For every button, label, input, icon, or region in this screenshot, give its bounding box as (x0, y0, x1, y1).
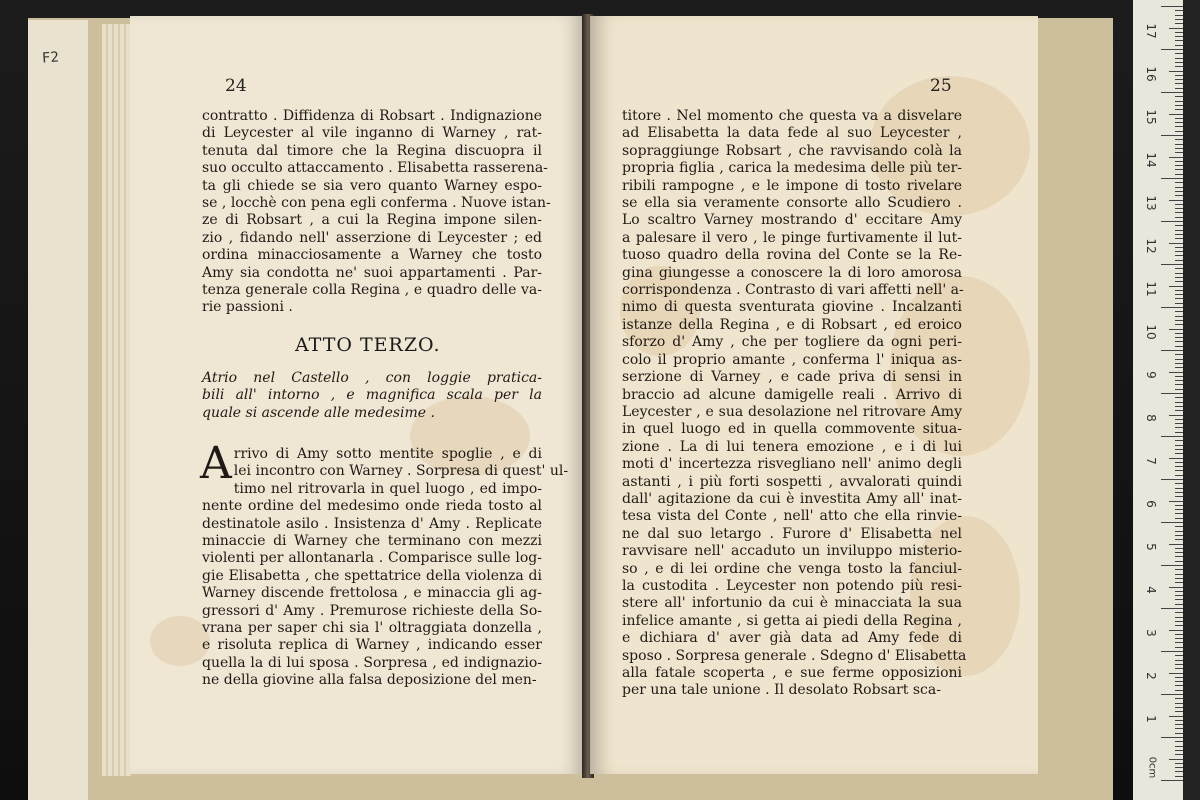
ruler-tick (1175, 36, 1183, 37)
ruler-tick (1175, 83, 1183, 84)
ruler-tick (1175, 346, 1183, 347)
text-line: ribili rampogne , e le impone di tosto rivelare (622, 177, 962, 194)
ruler-tick (1175, 208, 1183, 209)
ruler-tick (1169, 716, 1183, 717)
ruler-tick (1169, 157, 1183, 158)
ruler-tick (1175, 427, 1183, 428)
page-number-left: 24 (225, 76, 247, 96)
ruler-tick (1175, 40, 1183, 41)
text-line: rie passioni . (202, 299, 293, 316)
ruler-tick (1169, 673, 1183, 674)
ruler-tick (1175, 492, 1183, 493)
text-line: ze di Robsart , a cui la Regina impone silen- (202, 212, 542, 229)
ruler-tick (1161, 436, 1183, 437)
ruler-tick (1175, 690, 1183, 691)
text-line: violenti per allontanarla . Comparisce sulle log- (202, 550, 542, 567)
text-line: a palesare il vero , le pinge furtivamente il lut- (622, 229, 962, 246)
ruler-number: 14 (1144, 152, 1158, 168)
measuring-ruler (1133, 0, 1183, 800)
text-line: vrana per saper chi sia l' oltraggiata donzella , (202, 620, 542, 637)
ruler-tick (1175, 711, 1183, 712)
ruler-tick (1161, 92, 1183, 93)
ruler-tick (1175, 660, 1183, 661)
ruler-tick (1161, 737, 1183, 738)
ruler-tick (1175, 595, 1183, 596)
ruler-tick (1161, 780, 1183, 781)
ruler-tick (1161, 307, 1183, 308)
ruler-tick (1161, 350, 1183, 351)
text-line: ad Elisabetta la data fede al suo Leycester , (622, 125, 962, 142)
ruler-tick (1175, 617, 1183, 618)
text-line: gina giungesse a conoscere la di loro amorosa (622, 264, 962, 281)
text-line: gie Elisabetta , che spettatrice della violenza di (202, 567, 542, 584)
ruler-tick (1175, 105, 1183, 106)
ruler-tick (1175, 432, 1183, 433)
page-number-right: 25 (930, 76, 952, 96)
ruler-tick (1175, 96, 1183, 97)
ruler-tick (1169, 200, 1183, 201)
ruler-tick (1175, 230, 1183, 231)
ruler-tick (1175, 380, 1183, 381)
ruler-tick (1175, 535, 1183, 536)
text-line: zio , fidando nell' asserzione di Leycester ; ed (202, 229, 542, 246)
ruler-tick (1175, 741, 1183, 742)
ruler-number: 10 (1144, 324, 1158, 340)
ruler-tick (1175, 397, 1183, 398)
ruler-tick (1175, 273, 1183, 274)
text-line: nimo di questa sventurata giovine . Incalzanti (622, 299, 962, 316)
ruler-tick (1175, 664, 1183, 665)
ruler-tick (1175, 268, 1183, 269)
ruler-tick (1169, 458, 1183, 459)
text-line: zione . La di lui tenera emozione , e i di lui (622, 438, 962, 455)
text-line: di Leycester al vile inganno di Warney , rat- (202, 125, 542, 142)
ruler-tick (1161, 608, 1183, 609)
shelf-label: F2 (41, 49, 60, 67)
ruler-tick (1175, 255, 1183, 256)
drop-cap: A (200, 438, 232, 489)
ruler-tick (1175, 724, 1183, 725)
ruler-tick (1175, 599, 1183, 600)
ruler-tick (1169, 501, 1183, 502)
ruler-tick (1175, 23, 1183, 24)
ruler-tick (1175, 359, 1183, 360)
ruler-tick (1175, 771, 1183, 772)
ruler-tick (1175, 647, 1183, 648)
text-line: Warney discende frettolosa , e minaccia gli ag- (202, 585, 542, 602)
ruler-tick (1169, 329, 1183, 330)
ruler-tick (1175, 668, 1183, 669)
ruler-tick (1175, 187, 1183, 188)
text-line: Leycester , e sua desolazione nel ritrovare Amy (622, 403, 962, 420)
ruler-tick (1175, 341, 1183, 342)
ruler-tick (1175, 260, 1183, 261)
ruler-tick (1175, 32, 1183, 33)
text-line: braccio ad alcune damigelle reali . Arrivo di (622, 386, 962, 403)
text-line: suo occulto attaccamento . Elisabetta rasserena- (202, 160, 548, 177)
ruler-tick (1175, 685, 1183, 686)
text-line: dall' agitazione da cui è investita Amy all' inat- (622, 490, 962, 507)
ruler-tick (1175, 681, 1183, 682)
ruler-tick (1175, 754, 1183, 755)
ruler-tick (1175, 217, 1183, 218)
ruler-number: 2 (1144, 672, 1158, 680)
ruler-tick (1175, 462, 1183, 463)
ruler-tick (1175, 139, 1183, 140)
ruler-tick (1161, 178, 1183, 179)
text-line: corrispondenza . Contrasto di vari affetti nell' a- (622, 282, 964, 299)
ruler-tick (1175, 195, 1183, 196)
ruler-tick (1175, 591, 1183, 592)
ruler-tick (1175, 204, 1183, 205)
ruler-tick (1175, 574, 1183, 575)
ruler-tick (1175, 518, 1183, 519)
ruler-tick (1175, 45, 1183, 46)
ruler-tick (1175, 10, 1183, 11)
ruler-tick (1161, 6, 1183, 7)
ruler-tick (1161, 49, 1183, 50)
ruler-tick (1175, 53, 1183, 54)
ruler-tick (1175, 281, 1183, 282)
text-line: tenuta dal timore che la Regina discuopra il (202, 142, 542, 159)
ruler-tick (1169, 372, 1183, 373)
text-line: gressori d' Amy . Premurose richieste della So- (202, 602, 542, 619)
ruler-tick (1175, 324, 1183, 325)
ruler-tick (1169, 286, 1183, 287)
text-line: moti d' incertezza risvegliano nell' animo degli (622, 456, 962, 473)
ruler-tick (1175, 513, 1183, 514)
ruler-tick (1175, 234, 1183, 235)
ruler-tick (1175, 58, 1183, 59)
ruler-tick (1175, 720, 1183, 721)
ruler-number: 15 (1144, 109, 1158, 125)
ruler-tick (1175, 621, 1183, 622)
ruler-tick (1175, 445, 1183, 446)
left-page (130, 16, 585, 774)
ruler-tick (1175, 539, 1183, 540)
text-line: propria figlia , carica la medesima delle più ter- (622, 160, 962, 177)
text-line: minaccie di Warney che terminano con mezzi (202, 533, 542, 550)
ruler-number: 6 (1144, 500, 1158, 508)
text-line: serzione di Varney , e cade priva di sensi in (622, 369, 962, 386)
ruler-tick (1175, 367, 1183, 368)
ruler-tick (1175, 582, 1183, 583)
ruler-tick (1175, 174, 1183, 175)
ruler-tick (1175, 212, 1183, 213)
ruler-tick (1175, 526, 1183, 527)
ruler-tick (1175, 698, 1183, 699)
ruler-tick (1175, 556, 1183, 557)
ruler-tick (1175, 384, 1183, 385)
ruler-tick (1175, 311, 1183, 312)
ruler-tick (1161, 565, 1183, 566)
ruler-tick (1175, 294, 1183, 295)
text-line: lei incontro con Warney . Sorpresa di quest' ul- (233, 463, 569, 480)
ruler-tick (1175, 569, 1183, 570)
text-line: nente ordine del medesimo onde rieda tosto al (202, 498, 542, 515)
ruler-tick (1175, 406, 1183, 407)
ruler-tick (1175, 316, 1183, 317)
ruler-tick (1175, 552, 1183, 553)
ruler-tick (1175, 746, 1183, 747)
ruler-tick (1175, 298, 1183, 299)
ruler-tick (1175, 449, 1183, 450)
ruler-tick (1175, 15, 1183, 16)
text-line: so , e di lei ordine che venga tosto la fanciul- (622, 560, 962, 577)
ruler-tick (1161, 393, 1183, 394)
ruler-tick (1175, 290, 1183, 291)
ruler-tick (1175, 303, 1183, 304)
ruler-tick (1175, 475, 1183, 476)
ruler-tick (1175, 410, 1183, 411)
act-heading: ATTO TERZO. (295, 334, 441, 356)
ruler-tick (1175, 363, 1183, 364)
ruler-tick (1175, 466, 1183, 467)
ruler-tick (1175, 247, 1183, 248)
ruler-tick (1175, 277, 1183, 278)
ruler-tick (1161, 694, 1183, 695)
text-line: ravvisare nell' accaduto un inviluppo misterio- (622, 543, 962, 560)
ruler-tick (1175, 152, 1183, 153)
ruler-tick (1175, 165, 1183, 166)
ruler-tick (1169, 243, 1183, 244)
ruler-tick (1175, 677, 1183, 678)
ruler-tick (1175, 88, 1183, 89)
text-line: per una tale unione . Il desolato Robsart sca- (622, 682, 941, 699)
ruler-tick (1175, 453, 1183, 454)
ruler-number: 16 (1144, 66, 1158, 82)
ruler-tick (1175, 423, 1183, 424)
ruler-number: 9 (1144, 371, 1158, 379)
ruler-tick (1175, 320, 1183, 321)
ruler-tick (1175, 182, 1183, 183)
ruler-tick (1175, 763, 1183, 764)
page-stack-edge (102, 24, 132, 776)
ruler-tick (1175, 66, 1183, 67)
ruler-tick (1169, 71, 1183, 72)
ruler-tick (1175, 419, 1183, 420)
ruler-tick (1175, 548, 1183, 549)
ruler-tick (1175, 604, 1183, 605)
ruler-tick (1161, 264, 1183, 265)
text-line: istanze della Regina , e di Robsart , ed eroico (622, 316, 962, 333)
text-line: sforzo d' Amy , che per togliere da ogni peri- (622, 334, 962, 351)
ruler-tick (1175, 733, 1183, 734)
ruler-tick (1161, 522, 1183, 523)
ruler-tick (1175, 79, 1183, 80)
ruler-tick (1175, 505, 1183, 506)
ruler-tick (1175, 488, 1183, 489)
ruler-tick (1175, 62, 1183, 63)
ruler-tick (1169, 759, 1183, 760)
ruler-tick (1169, 544, 1183, 545)
ruler-tick (1175, 767, 1183, 768)
ruler-tick (1175, 750, 1183, 751)
text-line: se ella sia veramente consorte allo Scudiero . (622, 195, 962, 212)
text-line: infelice amante , si getta ai piedi della Regina , (622, 612, 962, 629)
ruler-tick (1175, 148, 1183, 149)
ruler-tick (1175, 509, 1183, 510)
ruler-number: 17 (1144, 23, 1158, 39)
text-line: quella la di lui sposa . Sorpresa , ed indignazio- (202, 654, 542, 671)
text-line: tenza generale colla Regina , e quadro delle va- (202, 282, 542, 299)
scene-line: quale si ascende alle medesime . (202, 404, 435, 421)
ruler-tick (1175, 612, 1183, 613)
ruler-tick (1175, 496, 1183, 497)
ruler-tick (1175, 776, 1183, 777)
ruler-tick (1175, 728, 1183, 729)
ruler-tick (1175, 126, 1183, 127)
ruler-tick (1175, 238, 1183, 239)
text-line: in quel luogo ed in quella commovente situa- (622, 421, 962, 438)
ruler-tick (1175, 402, 1183, 403)
ruler-tick (1175, 376, 1183, 377)
text-line: ordina minacciosamente a Warney che tosto (202, 247, 542, 264)
ruler-tick (1175, 131, 1183, 132)
text-line: Amy sia condotta ne' suoi appartamenti . Par- (202, 264, 542, 281)
ruler-tick (1175, 144, 1183, 145)
text-line: destinatole asilo . Insistenza d' Amy . Replicate (202, 515, 542, 532)
scene-line: bili all' intorno , e magnifica scala per la (202, 387, 542, 404)
ruler-number: 11 (1144, 281, 1158, 297)
text-line: stere all' infortunio da cui è minacciata la sua (622, 595, 962, 612)
ruler-tick (1175, 531, 1183, 532)
text-line: sposo . Sorpresa generale . Sdegno d' Elisabetta (622, 647, 967, 664)
ruler-number: 5 (1144, 543, 1158, 551)
ruler-tick (1175, 101, 1183, 102)
ruler-tick (1161, 651, 1183, 652)
frame-edge (1183, 0, 1200, 800)
ruler-tick (1175, 337, 1183, 338)
text-line: timo nel ritrovarla in quel luogo , ed impo- (233, 480, 542, 497)
ruler-unit: 0cm (1146, 756, 1158, 779)
text-line: ne dal suo letargo . Furore d' Elisabetta nel (622, 525, 962, 542)
text-line: se , locchè con pena egli conferma . Nuove istan- (202, 195, 551, 212)
ruler-tick (1175, 109, 1183, 110)
ruler-tick (1169, 587, 1183, 588)
ruler-tick (1175, 470, 1183, 471)
right-paragraph (622, 108, 967, 700)
ruler-tick (1175, 333, 1183, 334)
ruler-tick (1175, 191, 1183, 192)
ruler-tick (1175, 118, 1183, 119)
text-line: tuoso quadro della rovina del Conte se la Re- (622, 247, 962, 264)
ruler-tick (1175, 354, 1183, 355)
ruler-tick (1175, 634, 1183, 635)
text-line: astanti , i più forti sospetti , avvalorati quindi (622, 473, 962, 490)
ruler-tick (1175, 642, 1183, 643)
ruler-tick (1175, 389, 1183, 390)
ruler-number: 12 (1144, 238, 1158, 254)
text-line: alla fatale scoperta , e sue ferme opposizioni (622, 665, 962, 681)
left-paragraph-1 (202, 108, 551, 317)
ruler-tick (1175, 703, 1183, 704)
text-line: tesa vista del Conte , nell' atto che ella rinvie- (622, 508, 962, 525)
left-paragraph-2 (200, 438, 569, 690)
ruler-tick (1175, 122, 1183, 123)
text-line: colo il proprio amante , conferma l' iniqua as- (622, 351, 962, 368)
ruler-tick (1175, 578, 1183, 579)
text-line: titore . Nel momento che questa va a disvelare (622, 108, 962, 124)
index-card (28, 20, 88, 800)
ruler-number: 1 (1144, 715, 1158, 723)
ruler-tick (1175, 707, 1183, 708)
ruler-tick (1175, 169, 1183, 170)
text-line: ne della giovine alla falsa deposizione del men- (202, 672, 537, 689)
ruler-tick (1169, 28, 1183, 29)
text-line: e dichiara d' aver già data ad Amy fede di (622, 630, 962, 647)
text-line: sopraggiunge Robsart , che ravvisando colà la (622, 142, 962, 159)
right-page (590, 16, 1038, 774)
ruler-tick (1175, 440, 1183, 441)
ruler-tick (1175, 638, 1183, 639)
ruler-tick (1175, 19, 1183, 20)
ruler-tick (1175, 483, 1183, 484)
ruler-tick (1175, 561, 1183, 562)
ruler-tick (1169, 114, 1183, 115)
ruler-tick (1175, 75, 1183, 76)
ruler-number: 13 (1144, 195, 1158, 211)
ruler-tick (1161, 221, 1183, 222)
ruler-tick (1169, 415, 1183, 416)
scene-line: Atrio nel Castello , con loggie pratica- (202, 370, 542, 386)
text-line: Lo scaltro Varney mostrando d' eccitare Amy (622, 212, 962, 229)
ruler-tick (1175, 655, 1183, 656)
text-line: la custodita . Leycester non potendo più resi- (622, 577, 962, 594)
ruler-number: 7 (1144, 457, 1158, 465)
ruler-tick (1175, 251, 1183, 252)
scene-description (202, 370, 542, 422)
text-line: e risoluta replica di Warney , indicando esser (202, 637, 542, 654)
ruler-tick (1161, 135, 1183, 136)
ruler-tick (1161, 479, 1183, 480)
ruler-number: 8 (1144, 414, 1158, 422)
ruler-tick (1175, 161, 1183, 162)
text-line: ta gli chiede se sia vero quanto Warney espo- (202, 177, 542, 194)
ruler-number: 3 (1144, 629, 1158, 637)
text-line: rrivo di Amy sotto mentite spoglie , e di (233, 446, 542, 462)
ruler-number: 4 (1144, 586, 1158, 594)
ruler-tick (1175, 225, 1183, 226)
text-line: contratto . Diffidenza di Robsart . Indignazione (202, 108, 542, 124)
ruler-tick (1175, 625, 1183, 626)
ruler-tick (1169, 630, 1183, 631)
